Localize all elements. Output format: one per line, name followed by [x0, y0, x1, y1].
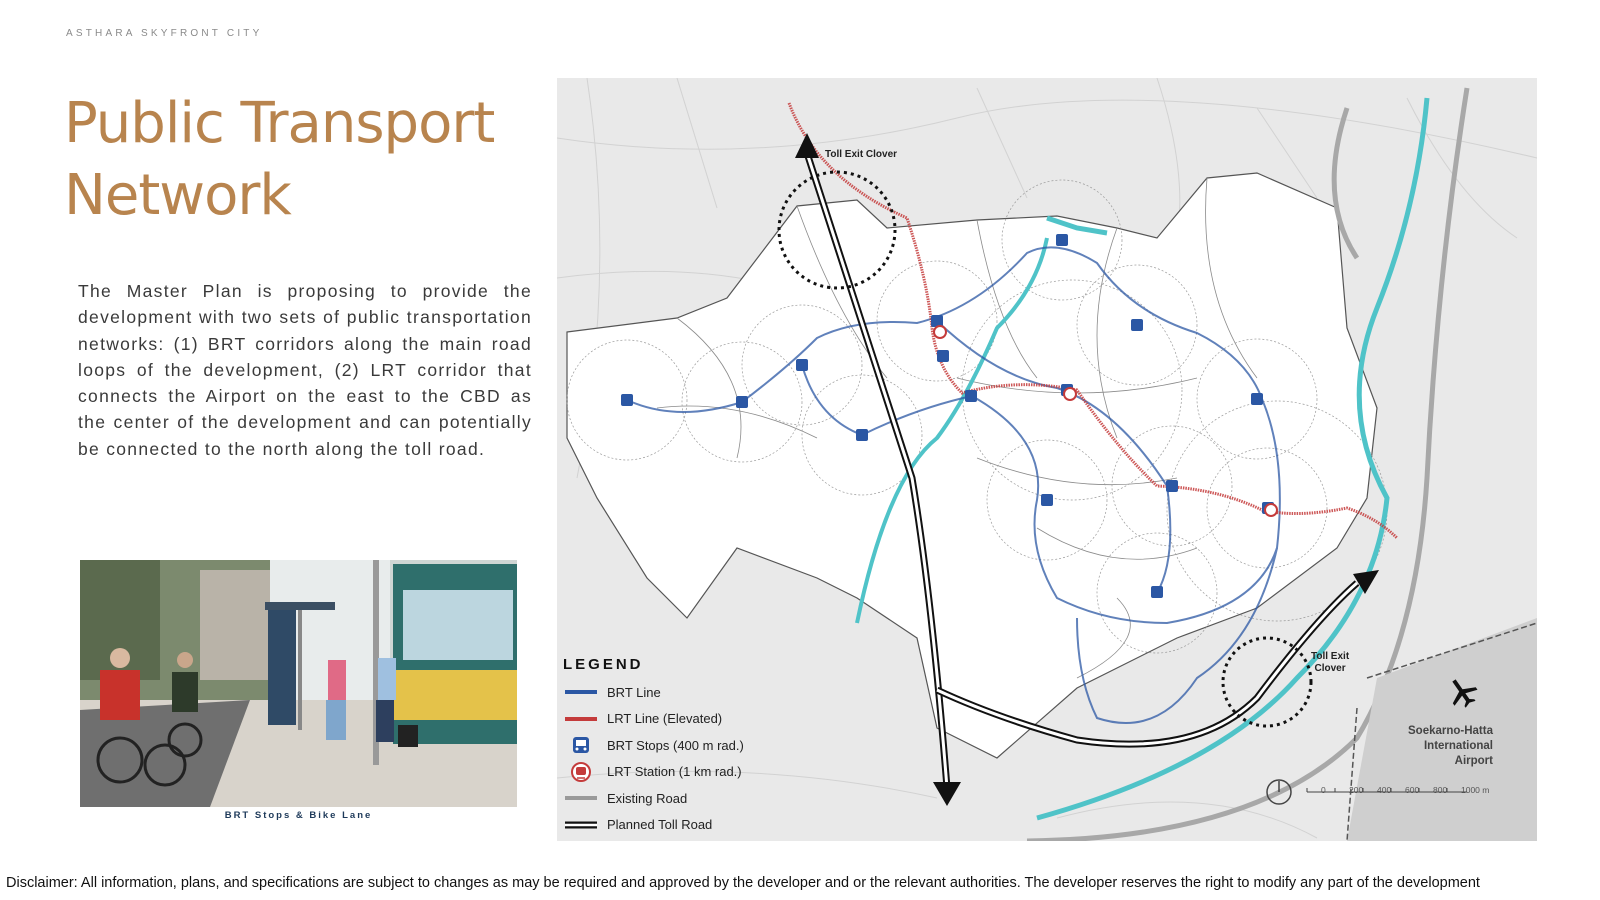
brt-stop-photo: [80, 560, 517, 807]
page-title: [64, 88, 524, 232]
scale-label: 0: [1321, 785, 1326, 795]
legend-title: LEGEND: [563, 656, 644, 673]
toll-exit-east-label: [1311, 651, 1349, 675]
photo-caption: BRT Stops & Bike Lane: [224, 810, 373, 821]
legend-label: BRT Line: [607, 684, 661, 700]
brand-name: ASTHARA SKYFRONT CITY: [66, 28, 263, 39]
scale-label: 800: [1433, 785, 1448, 795]
legend-label: Existing Road: [607, 790, 688, 806]
legend-item-existing-road: [563, 785, 783, 812]
airport-label: [1383, 724, 1493, 769]
legend-label: LRT Station (1 km rad.): [607, 764, 742, 780]
disclaimer-text: Disclaimer: All information, plans, and specifications are subject to changes as may be required and approved by the developer and or the relevant authorities. The developer reserves the right to modify any part of the development: [6, 875, 1480, 891]
bus-stop-icon: [563, 735, 599, 755]
train-station-icon: [563, 762, 599, 782]
legend-item-lrt-station: [563, 759, 783, 786]
scale-label: 400: [1377, 785, 1392, 795]
legend-item-lrt-line: [563, 706, 783, 733]
toll-exit-east-label-line2: Clover: [1314, 663, 1346, 674]
toll-road-icon: [563, 815, 599, 835]
scale-label: 200: [1349, 785, 1364, 795]
lrt-line-icon: [563, 709, 599, 729]
legend-label: BRT Stops (400 m rad.): [607, 737, 744, 753]
legend-item-toll-road: [563, 812, 783, 839]
legend-label: Planned Toll Road: [607, 817, 713, 833]
page-title-line-2: Network: [64, 163, 291, 228]
description-paragraph: The Master Plan is proposing to provide the development with two sets of public transportation networks: (1) BRT corridors along the main road loops of the development, (2) LRT corridor that connects the Airport on the east to the CBD as the center of the development and can potentially be connected to the north along the toll road.: [78, 281, 532, 459]
airport-label-line1: Soekarno-Hatta: [1408, 725, 1493, 737]
airport-label-line3: Airport: [1454, 755, 1493, 767]
transport-network-map: [557, 78, 1537, 841]
existing-road-icon: [563, 788, 599, 808]
scale-label: 600: [1405, 785, 1420, 795]
legend-item-brt-line: [563, 679, 783, 706]
map-legend: [563, 656, 783, 838]
brt-line-icon: [563, 682, 599, 702]
legend-item-brt-stops: [563, 732, 783, 759]
airport-label-line2: International: [1423, 740, 1493, 752]
scale-label: 1000 m: [1461, 785, 1490, 795]
legend-label: LRT Line (Elevated): [607, 711, 723, 727]
toll-exit-north-label: Toll Exit Clover: [825, 149, 898, 160]
scale-bar-labels: [1321, 785, 1511, 795]
toll-exit-east-label-line1: Toll Exit: [1311, 651, 1350, 662]
page-title-line-1: Public Transport: [64, 91, 495, 156]
